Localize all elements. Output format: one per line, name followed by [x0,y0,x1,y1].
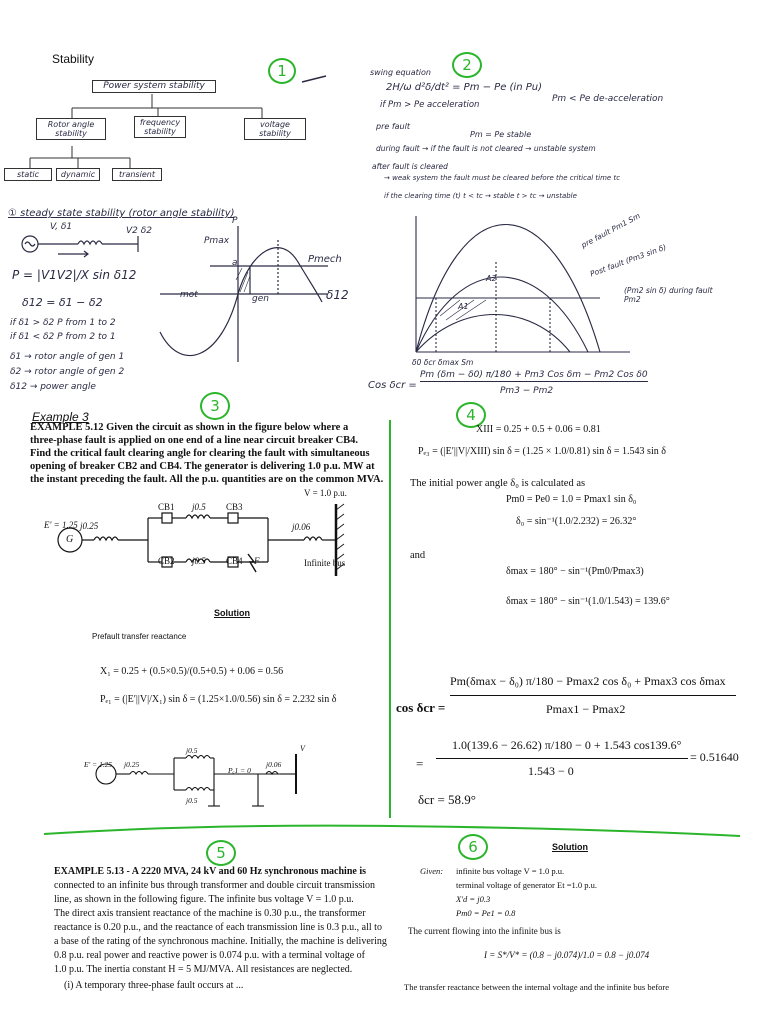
given-1: infinite bus voltage V = 1.0 p.u. [456,866,565,876]
tree-dynamic: dynamic [56,168,100,181]
steady-state-title: ① steady state stability (rotor angle stability) [8,208,235,219]
and-text: and [410,550,426,561]
initial-angle-note: The initial power angle δ₀ is calculated as [410,478,586,489]
example-3-line: opening of breaker CB2 and CB4. The generator is delivering 1.0 p.u. MW at [30,461,375,472]
clearing-time-note: if the clearing time (t) t < tc → stable t > tc → unstable [384,192,577,200]
given-4: Pm0 = Pe1 = 0.8 [456,908,516,918]
during-fault-note: during fault → if the fault is not cleared → unstable system [376,144,596,153]
tree-root: Power system stability [92,80,216,93]
fault-circuit-x1: j0.25 [124,760,140,769]
delta-max-equation-1: δmax = 180° − sin⁻¹(Pm0/Pmax3) [506,566,644,577]
circuit-x2-label: j0.06 [292,522,311,532]
current-note: The current flowing into the infinite bus is [408,926,561,936]
angle-axis-labels: δ0 δcr δmax Sm [412,358,474,367]
pre-fault-value: Pm = Pe stable [470,130,532,139]
example-3-line: the instant preceding the fault. All the p.u. quantities are on the common MVA. [30,474,384,485]
given-3: X′d = j0.3 [456,894,491,904]
circuit-cb2-label: CB2 [158,556,175,566]
def-3: δ12 → power angle [10,382,96,392]
cos-cr-result: = 0.51640 [690,750,739,764]
fault-circuit-e: E' = 1.25 [84,760,113,769]
cos-cr-subst-eq: = [416,756,424,771]
cos-critical-num: Pm (δm − δ0) π/180 + Pm3 Cos δm − Pm2 Cos δ0 [420,370,648,380]
axis-delta-label: δ12 [326,288,349,302]
marker-5: 5 [206,840,236,866]
given-2: terminal voltage of generator Et =1.0 p.u. [456,880,597,890]
tree-voltage: voltage stability [244,118,306,140]
mot-label: mot [180,290,198,300]
example-5-line: reactance is 0.20 p.u., and the reactance of each transmission line is 0.3 p.u., all to [54,922,382,933]
example-5-line: a base of the rating of the synchronous machine. Initially, the machine is delivering [54,936,387,947]
deceleration-note: Pm < Pe de-acceleration [552,94,664,104]
delta-cr-result: δcr = 58.9° [418,792,477,807]
fault-circuit-v: V [300,744,305,753]
prefault-reactance: X₁ = 0.25 + (0.5×0.5)/(0.5+0.5) + 0.06 = 0.56 [100,666,284,677]
delta0-equation: δ₀ = sin⁻¹(1.0/2.232) = 26.32° [516,516,637,527]
marker-4: 4 [456,402,486,428]
transfer-reactance-note: The transfer reactance between the internal voltage and the infinite bus before [404,982,670,992]
circuit-j05b-label: j0.5 [192,556,206,566]
solution-6-heading: Solution [552,842,588,852]
circuit-j05a-label: j0.5 [192,502,206,512]
cos-cr-denominator: Pmax1 − Pmax2 [546,702,626,716]
cos-cr-fraction-bar [450,695,736,696]
cos-cr-lhs: cos δcr = [396,700,446,715]
example-3-label: Example 3 [32,410,89,424]
def-2: δ2 → rotor angle of gen 2 [10,367,125,377]
pe3-equation: Pₑ₃ = (|E′||V|/XIII) sin δ = (1.25 × 1.0/0.81) sin δ = 1.543 sin δ [418,446,666,457]
cond-1: if δ1 > δ2 P from 1 to 2 [10,318,116,328]
example-3-line: EXAMPLE 5.12 Given the circuit as shown in the figure below where a [30,422,349,433]
curve-prefault: pre fault Pm1 Sm [579,211,642,250]
curve-postfault: Post fault (Pm3 sin δ) [588,242,668,279]
prefault-heading: Prefault transfer reactance [92,632,187,641]
cos-cr-subst-numerator: 1.0(139.6 − 26.62) π/180 − 0 + 1.543 cos139.6° [452,738,682,752]
example-5-line: connected to an infinite bus through transformer and double circuit transmission [54,880,376,891]
p-equation: P = |V1V2|/X sin δ12 [12,268,137,282]
a-label: a [232,258,238,268]
after-fault-note-2: → weak system the fault must be cleared before the critical time tc [384,174,621,182]
area-a2: A2 [486,274,497,283]
marker-1: 1 [268,58,296,84]
marker-3: 3 [200,392,230,420]
cond-2: if δ1 < δ2 P from 2 to 1 [10,332,116,342]
circuit-g-label: G [66,534,74,545]
marker-6: 6 [458,834,488,860]
circuit-v-label: V = 1.0 p.u. [304,488,347,498]
example-3-line: three-phase fault is applied on one end of a line near circuit breaker CB4. [30,435,359,446]
circuit-x1-label: j0.25 [80,521,99,531]
gen-label: gen [252,294,269,304]
fault-circuit-j05b: j0.5 [186,796,198,805]
circuit-e-label: E' = 1.25 [44,520,78,530]
circuit-cb4-label: CB4 [226,556,243,566]
prefault-power: Pₑ₁ = (|E′||V|/X₁) sin δ = (1.25×1.0/0.56) sin δ = 2.232 sin δ [100,694,337,705]
fault-circuit-x2: j0.06 [266,760,282,769]
given-label: Given: [420,866,444,876]
solution-heading: Solution [214,608,250,618]
pre-fault-label: pre fault [376,122,410,131]
area-a1: A1 [458,302,469,311]
tree-frequency: frequency stability [134,116,186,138]
cos-cr-subst-denominator: 1.543 − 0 [528,764,574,778]
def-1: δ1 → rotor angle of gen 1 [10,352,125,362]
fault-circuit-j05a: j0.5 [186,746,198,755]
example-5-line: (i) A temporary three-phase fault occurs at ... [64,980,244,991]
circuit-f-label: F [254,556,260,566]
swing-equation: 2H/ω d²δ/dt² = Pm − Pe (in Pu) [386,82,542,93]
cos-critical-lhs: Cos δcr = [368,380,417,391]
xiii-equation: XIII = 0.25 + 0.5 + 0.06 = 0.81 [476,424,601,435]
axis-p-label: P [232,216,238,226]
fault-circuit-pe: Pₑ1 = 0 [228,766,251,775]
example-5-line: EXAMPLE 5.13 - A 2220 MVA, 24 kV and 60 Hz synchronous machine is [54,866,366,877]
tree-rotor-angle: Rotor angle stability [36,118,106,140]
tree-static: static [4,168,52,181]
marker-2: 2 [452,52,482,78]
acceleration-note: if Pm > Pe acceleration [380,100,480,110]
pmax-label: Pmax [204,236,230,246]
tree-transient: transient [112,168,162,181]
v2-label: V2 δ2 [126,226,152,236]
cos-cr-subst-bar [436,758,688,759]
v1-label: V, δ1 [50,222,73,232]
swing-title: swing equation [370,68,431,77]
cos-cr-numerator: Pm(δmax − δ₀) π/180 − Pmax2 cos δ₀ + Pmax3 cos δmax [450,674,726,688]
page-title: Stability [52,52,95,66]
circuit-cb1-label: CB1 [158,502,175,512]
example-5-line: 1.0 p.u. The inertia constant H = 5 MJ/MVA. All resistances are neglected. [54,964,353,975]
example-5-line: line, as shown in the following figure. The infinite bus voltage V = 1.0 p.u. [54,894,354,905]
example-5-line: The direct axis transient reactance of the machine is 0.30 p.u., the transformer [54,908,366,919]
after-fault-note: after fault is cleared [372,162,448,171]
delta-equation: δ12 = δ1 − δ2 [22,296,103,309]
cos-critical-den: Pm3 − Pm2 [500,386,554,396]
pmech-label: Pmech [308,254,342,265]
example-5-line: 0.8 p.u. real power and reactive power is 0.074 p.u. with a terminal voltage of [54,950,366,961]
pm0-equation: Pm0 = Pe0 = 1.0 = Pmax1 sin δ₀ [506,494,637,505]
current-equation: I = S*/V* = (0.8 − j0.074)/1.0 = 0.8 − j0.074 [484,950,650,960]
delta-max-equation-2: δmax = 180° − sin⁻¹(1.0/1.543) = 139.6° [506,596,670,607]
example-3-line: Find the critical fault clearing angle for clearing the fault with simultaneous [30,448,370,459]
circuit-cb3-label: CB3 [226,502,243,512]
circuit-bus-label: Infinite bus [304,558,346,568]
curve-during: (Pm2 sin δ) during fault Pm2 [624,286,713,304]
